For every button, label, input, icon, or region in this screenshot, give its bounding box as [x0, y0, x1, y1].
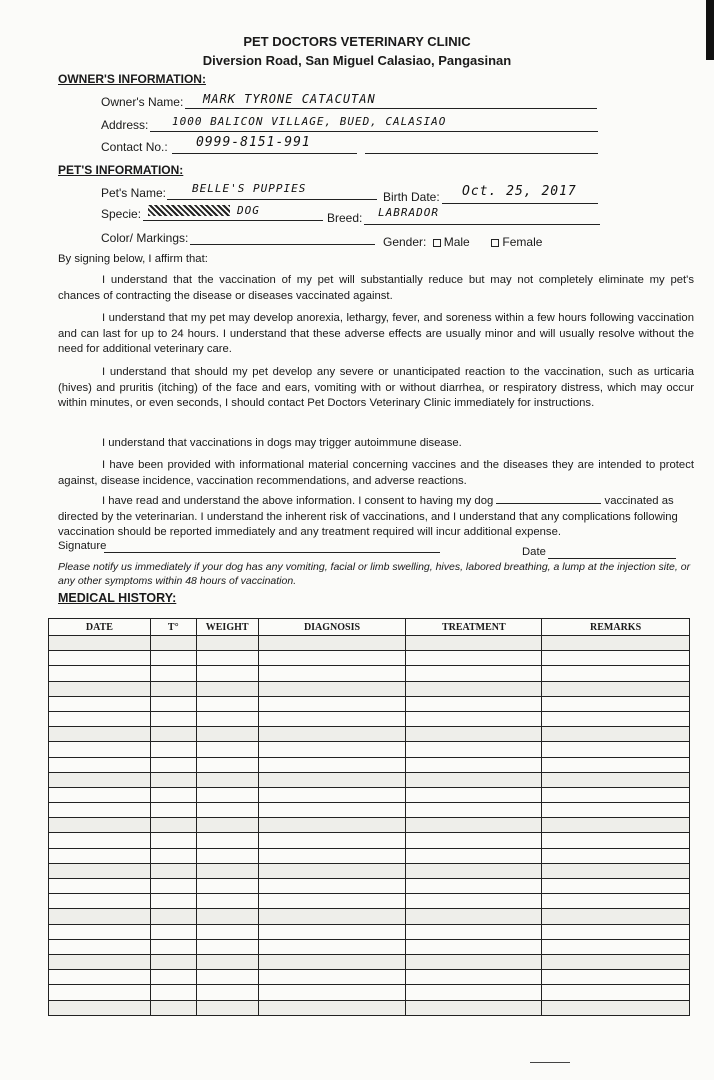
table-cell[interactable] — [196, 985, 258, 1000]
page-edge-shadow — [706, 0, 714, 60]
table-row — [49, 681, 690, 696]
page-mark — [530, 1058, 570, 1063]
table-row — [49, 696, 690, 711]
breed-line — [364, 224, 600, 225]
table-cell[interactable] — [406, 848, 542, 863]
table-cell[interactable] — [258, 666, 406, 681]
table-cell[interactable] — [49, 727, 151, 742]
table-cell[interactable] — [49, 818, 151, 833]
pet-section-title: PET'S INFORMATION: — [58, 163, 184, 177]
table-cell[interactable] — [49, 848, 151, 863]
table-row — [49, 954, 690, 969]
table-cell[interactable] — [406, 985, 542, 1000]
table-cell[interactable] — [150, 757, 196, 772]
table-cell[interactable] — [406, 651, 542, 666]
table-cell[interactable] — [542, 848, 690, 863]
table-row — [49, 924, 690, 939]
table-header-row — [49, 619, 690, 636]
table-cell[interactable] — [542, 818, 690, 833]
table-cell[interactable] — [258, 848, 406, 863]
table-cell[interactable] — [150, 742, 196, 757]
table-row — [49, 909, 690, 924]
col-treatment: TREATMENT — [406, 619, 542, 636]
male-label: Male — [443, 235, 470, 249]
table-cell[interactable] — [542, 954, 690, 969]
pet-name-line — [167, 199, 377, 200]
table-cell[interactable] — [258, 924, 406, 939]
table-cell[interactable] — [542, 863, 690, 878]
table-row — [49, 894, 690, 909]
gender-label: Gender: — [383, 235, 427, 249]
table-cell[interactable] — [542, 757, 690, 772]
table-cell[interactable] — [150, 803, 196, 818]
table-cell[interactable] — [258, 636, 406, 651]
table-cell[interactable] — [542, 970, 690, 985]
color-markings-label: Color/ Markings: — [101, 231, 189, 245]
table-cell[interactable] — [49, 696, 151, 711]
consent-paragraph-6 — [58, 493, 694, 541]
date-line[interactable] — [548, 558, 676, 559]
dog-name-blank[interactable] — [496, 493, 601, 504]
table-cell[interactable] — [150, 863, 196, 878]
breed-label: Breed: — [327, 211, 363, 225]
table-cell[interactable] — [258, 894, 406, 909]
address-line — [150, 131, 598, 132]
table-cell[interactable] — [150, 711, 196, 726]
table-cell[interactable] — [542, 833, 690, 848]
table-cell[interactable] — [196, 727, 258, 742]
table-cell[interactable] — [49, 970, 151, 985]
table-cell[interactable] — [150, 954, 196, 969]
table-row — [49, 787, 690, 802]
table-cell[interactable] — [196, 833, 258, 848]
gender-group — [383, 235, 542, 249]
table-cell[interactable] — [196, 954, 258, 969]
table-cell[interactable] — [258, 863, 406, 878]
table-cell[interactable] — [196, 681, 258, 696]
table-cell[interactable] — [406, 879, 542, 894]
table-cell[interactable] — [258, 909, 406, 924]
contact-line — [172, 153, 357, 154]
table-cell[interactable] — [49, 681, 151, 696]
address-value[interactable]: 1000 BALICON VILLAGE, BUED, CALASIAO — [172, 115, 447, 128]
table-cell[interactable] — [196, 787, 258, 802]
table-cell[interactable] — [258, 879, 406, 894]
table-row — [49, 818, 690, 833]
table-cell[interactable] — [150, 909, 196, 924]
contact-label: Contact No.: — [101, 140, 168, 154]
table-cell[interactable] — [258, 985, 406, 1000]
consent-paragraph-2: I understand that my pet may develop anorexia, lethargy, fever, and soreness within a few hours following vaccination and can last for up to 24 hours. I understand that these adverse effects are usually minor and will usually resolve without the need for additional veterinary care. — [58, 312, 694, 355]
table-row — [49, 666, 690, 681]
table-cell[interactable] — [258, 742, 406, 757]
table-cell[interactable] — [196, 848, 258, 863]
table-cell[interactable] — [150, 985, 196, 1000]
table-cell[interactable] — [258, 954, 406, 969]
female-label: Female — [502, 235, 543, 249]
clinic-name: PET DOCTORS VETERINARY CLINIC — [243, 34, 471, 49]
table-cell[interactable] — [196, 803, 258, 818]
table-cell[interactable] — [49, 954, 151, 969]
table-cell[interactable] — [542, 681, 690, 696]
table-cell[interactable] — [406, 803, 542, 818]
female-checkbox[interactable] — [491, 239, 499, 247]
table-cell[interactable] — [150, 666, 196, 681]
table-cell[interactable] — [196, 696, 258, 711]
table-row — [49, 727, 690, 742]
owner-name-label: Owner's Name: — [101, 95, 184, 109]
col-diagnosis: DIAGNOSIS — [258, 619, 406, 636]
table-cell[interactable] — [406, 681, 542, 696]
table-cell[interactable] — [542, 636, 690, 651]
birth-date-label: Birth Date: — [383, 190, 440, 204]
table-cell[interactable] — [542, 787, 690, 802]
table-cell[interactable] — [258, 696, 406, 711]
signature-label: Signature — [58, 540, 107, 552]
table-cell[interactable] — [542, 772, 690, 787]
pet-name-value[interactable]: BELLE'S PUPPIES — [192, 182, 307, 195]
owner-name-line — [185, 108, 597, 109]
table-cell[interactable] — [406, 636, 542, 651]
table-cell[interactable] — [49, 757, 151, 772]
table-cell[interactable] — [196, 909, 258, 924]
species-label: Specie: — [101, 207, 142, 221]
table-cell[interactable] — [258, 787, 406, 802]
table-cell[interactable] — [196, 711, 258, 726]
table-row — [49, 833, 690, 848]
table-cell[interactable] — [542, 924, 690, 939]
table-cell[interactable] — [542, 651, 690, 666]
table-cell[interactable] — [258, 1000, 406, 1015]
table-row — [49, 757, 690, 772]
table-cell[interactable] — [406, 1000, 542, 1015]
table-cell[interactable] — [49, 939, 151, 954]
table-cell[interactable] — [542, 742, 690, 757]
table-row — [49, 636, 690, 651]
table-cell[interactable] — [196, 666, 258, 681]
table-cell[interactable] — [542, 696, 690, 711]
table-cell[interactable] — [258, 833, 406, 848]
table-cell[interactable] — [406, 833, 542, 848]
table-cell[interactable] — [542, 727, 690, 742]
table-cell[interactable] — [542, 711, 690, 726]
consent-intro: By signing below, I affirm that: — [58, 253, 208, 265]
table-cell[interactable] — [542, 939, 690, 954]
table-cell[interactable] — [150, 636, 196, 651]
table-cell[interactable] — [49, 787, 151, 802]
table-cell[interactable] — [542, 909, 690, 924]
table-cell[interactable] — [542, 1000, 690, 1015]
table-row — [49, 803, 690, 818]
table-cell[interactable] — [49, 879, 151, 894]
table-cell[interactable] — [258, 772, 406, 787]
table-row — [49, 985, 690, 1000]
table-cell[interactable] — [258, 681, 406, 696]
table-cell[interactable] — [150, 818, 196, 833]
table-cell[interactable] — [49, 651, 151, 666]
table-cell[interactable] — [49, 985, 151, 1000]
table-row — [49, 939, 690, 954]
table-cell[interactable] — [150, 970, 196, 985]
table-row — [49, 879, 690, 894]
table-cell[interactable] — [196, 924, 258, 939]
notice-text: Please notify us immediately if your dog has any vomiting, facial or limb swelling, hives, labored breathing, a lump at the injection site, or any other symptoms within 48 hours of vaccination. — [58, 561, 691, 587]
species-value[interactable]: DOG — [237, 204, 260, 217]
signature-line[interactable] — [104, 552, 440, 553]
table-body — [49, 636, 690, 1016]
consent-paragraph-4: I understand that vaccinations in dogs may trigger autoimmune disease. — [102, 437, 462, 449]
table-cell[interactable] — [196, 879, 258, 894]
consent-text-before-dog: I have read and understand the above information. I consent to having my dog — [102, 495, 494, 507]
table-cell[interactable] — [49, 924, 151, 939]
table-row — [49, 863, 690, 878]
table-cell[interactable] — [49, 909, 151, 924]
table-cell[interactable] — [150, 1000, 196, 1015]
table-cell[interactable] — [258, 651, 406, 666]
table-cell[interactable] — [196, 970, 258, 985]
species-line — [143, 220, 323, 221]
table-cell[interactable] — [406, 666, 542, 681]
table-cell[interactable] — [49, 666, 151, 681]
table-cell[interactable] — [150, 787, 196, 802]
table-row — [49, 970, 690, 985]
consent-text-vaccinated: vaccinated — [604, 495, 659, 507]
table-cell[interactable] — [49, 863, 151, 878]
table-cell[interactable] — [150, 696, 196, 711]
table-cell[interactable] — [406, 939, 542, 954]
table-cell[interactable] — [406, 742, 542, 757]
col-date: DATE — [49, 619, 151, 636]
table-cell[interactable] — [258, 970, 406, 985]
table-cell[interactable] — [406, 696, 542, 711]
table-cell[interactable] — [196, 651, 258, 666]
contact-line-2 — [365, 153, 598, 154]
table-cell[interactable] — [49, 894, 151, 909]
scribbled-out-text — [148, 205, 230, 216]
consent-paragraph-3: I understand that should my pet develop any severe or unanticipated reaction to the vaccination, such as urticaria (hives) and pruritis (itching) of the face and ears, vomiting with or without diarrhea, or respiratory distress, which may occur within minutes, or even seconds, I should contact Pet Doctors Veterinary Clinic immediately for instructions. — [58, 366, 694, 409]
table-cell[interactable] — [406, 787, 542, 802]
table-row — [49, 1000, 690, 1015]
table-cell[interactable] — [258, 818, 406, 833]
owner-section-title: OWNER'S INFORMATION: — [58, 72, 206, 86]
color-markings-line — [190, 244, 375, 245]
consent-text-after-dog: as directed by the veterinarian. I understand the inherent risk of vaccinations, and I understand that any complications following vaccination should be reported immediately and any treatment required will incur additional expense. — [58, 495, 678, 538]
table-cell[interactable] — [258, 727, 406, 742]
consent-paragraph-5: I have been provided with informational material concerning vaccines and the diseases they are intended to protect against, disease incidence, vaccination recommendations, and adverse reactions. — [58, 459, 694, 487]
table-cell[interactable] — [150, 894, 196, 909]
table-row — [49, 742, 690, 757]
table-cell[interactable] — [406, 894, 542, 909]
table-cell[interactable] — [196, 636, 258, 651]
table-cell[interactable] — [542, 666, 690, 681]
breed-value[interactable]: LABRADOR — [378, 206, 439, 219]
table-cell[interactable] — [150, 939, 196, 954]
table-cell[interactable] — [49, 1000, 151, 1015]
table-cell[interactable] — [406, 863, 542, 878]
table-cell[interactable] — [150, 651, 196, 666]
col-weight: WEIGHT — [196, 619, 258, 636]
table-cell[interactable] — [196, 939, 258, 954]
table-cell[interactable] — [196, 894, 258, 909]
table-cell[interactable] — [406, 757, 542, 772]
table-cell[interactable] — [196, 742, 258, 757]
table-cell[interactable] — [49, 833, 151, 848]
table-cell[interactable] — [542, 985, 690, 1000]
table-cell[interactable] — [49, 772, 151, 787]
address-label: Address: — [101, 118, 149, 132]
table-cell[interactable] — [406, 727, 542, 742]
table-cell[interactable] — [196, 863, 258, 878]
table-cell[interactable] — [258, 711, 406, 726]
table-cell[interactable] — [49, 742, 151, 757]
table-cell[interactable] — [196, 818, 258, 833]
table-row — [49, 848, 690, 863]
table-cell[interactable] — [150, 879, 196, 894]
birth-date-line — [442, 203, 598, 204]
table-row — [49, 651, 690, 666]
table-cell[interactable] — [49, 636, 151, 651]
table-cell[interactable] — [406, 909, 542, 924]
table-cell[interactable] — [542, 879, 690, 894]
contact-value[interactable]: 0999-8151-991 — [196, 135, 311, 150]
table-cell[interactable] — [258, 757, 406, 772]
table-cell[interactable] — [542, 894, 690, 909]
table-row — [49, 711, 690, 726]
table-cell[interactable] — [196, 772, 258, 787]
table-cell[interactable] — [258, 803, 406, 818]
table-cell[interactable] — [406, 818, 542, 833]
table-cell[interactable] — [406, 772, 542, 787]
table-cell[interactable] — [196, 1000, 258, 1015]
table-cell[interactable] — [49, 711, 151, 726]
table-cell[interactable] — [406, 954, 542, 969]
table-cell[interactable] — [150, 772, 196, 787]
table-cell[interactable] — [150, 924, 196, 939]
date-label: Date — [522, 546, 546, 558]
male-checkbox[interactable] — [433, 239, 441, 247]
table-cell[interactable] — [49, 803, 151, 818]
table-cell[interactable] — [150, 727, 196, 742]
table-cell[interactable] — [406, 924, 542, 939]
table-cell[interactable] — [542, 803, 690, 818]
pet-name-label: Pet's Name: — [101, 186, 166, 200]
table-cell[interactable] — [406, 711, 542, 726]
owner-name-value[interactable]: MARK TYRONE CATACUTAN — [203, 92, 376, 106]
clinic-address: Diversion Road, San Miguel Calasiao, Pangasinan — [202, 53, 512, 68]
table-cell[interactable] — [258, 939, 406, 954]
col-remarks: REMARKS — [542, 619, 690, 636]
birth-date-value[interactable]: Oct. 25, 2017 — [462, 184, 577, 199]
table-cell[interactable] — [150, 848, 196, 863]
table-cell[interactable] — [150, 833, 196, 848]
table-cell[interactable] — [150, 681, 196, 696]
consent-paragraph-1: I understand that the vaccination of my pet will substantially reduce but may not completely eliminate my pet's chances of contracting the disease or diseases vaccinated against. — [58, 274, 694, 302]
table-cell[interactable] — [406, 970, 542, 985]
table-row — [49, 772, 690, 787]
medical-history-title: MEDICAL HISTORY: — [58, 591, 177, 605]
medical-history-table — [48, 618, 690, 1016]
col-temperature: T° — [150, 619, 196, 636]
table-cell[interactable] — [196, 757, 258, 772]
